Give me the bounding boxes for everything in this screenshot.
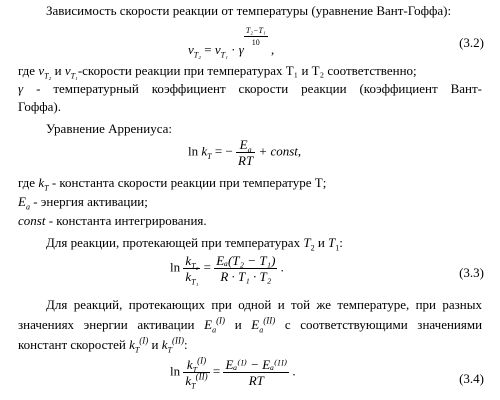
equation-3-4: ln $\frac{k_T^{(I)}}{k_T^{(II)}}$ = $\frac{\text{Eₐ⁽ᴵ⁾ − Eₐ⁽ᴵᴵ⁾}}{RT}$ . <box>170 355 296 391</box>
arrhenius-equation: $\ln k_T$ = − $\frac{E_a}{RT}$ + const, <box>188 137 302 168</box>
para-two-temperatures: Для реакции, протекающей при температурах $T_2$ и $T_1$: <box>46 235 343 253</box>
where-velocities-line: где $\nu_{T_2}$ и $\nu_{T_1}$-скорости реакции при температурах Т₁ и Т₂ соответственно; <box>18 63 417 81</box>
arrhenius-intro: Уравнение Аррениуса: <box>46 121 173 136</box>
equation-3-3: ln $\frac{k_{T_2}}{k_{T_1}}$ = $\frac{\text{Eₐ(T₂ − T₁)}}{\text{R · T₁ · T₂}}$ . <box>170 253 284 287</box>
energy-fraction: $\frac{\text{Eₐ(T₂ − T₁)}}{\text{R · T₁ · T₂}}$ <box>216 253 276 284</box>
arrhenius-fraction: $\frac{E_a}{RT}$ <box>238 137 254 168</box>
equation-3-2: $\nu_{T_2} = \nu_{T_1} \cdot \gamma$ $\frac{\text{T₂−T₁}}{10}$ , <box>188 26 275 60</box>
para-three-line1: Для реакций, протекающих при одной и той же температуре, при разных <box>46 297 482 312</box>
equation-number-3-3: (3.3) <box>459 265 484 280</box>
gamma-definition-line2: Гоффа). <box>18 99 61 114</box>
para-three-line2: значениях энергии активации $E_a^{(I)}$ и $E_a^{(II)}$ с соответствующими значениями <box>18 315 483 335</box>
ea-definition: $E_a$ - энергия активации; <box>18 194 148 212</box>
equation-number-3-2: (3.2) <box>459 35 484 50</box>
k-ratio-fraction: $\frac{k_T^{(I)}}{k_T^{(II)}}$ <box>185 355 208 391</box>
const-definition: const - константа интегрирования. <box>18 213 207 228</box>
ea-difference-fraction: $\frac{\text{Eₐ⁽ᴵ⁾ − Eₐ⁽ᴵᴵ⁾}}{RT}$ <box>225 357 288 388</box>
vant-hoff-heading: Зависимость скорости реакции от температуры (уравнение Вант-Гоффа): <box>46 3 452 18</box>
k-definition: где $k_T$ - константа скорости реакции при температуре Т; <box>18 175 327 193</box>
exponent-fraction: $\frac{\text{T₂−T₁}}{10}$ <box>245 26 266 47</box>
ratio-fraction: $\frac{k_{T_2}}{k_{T_1}}$ <box>185 253 199 287</box>
gamma-definition-line1: γ - температурный коэффициент скорости реакции (коэффициент Вант- <box>18 81 483 96</box>
para-three-line3: констант скоростей $k_T^{(I)}$ и $k_T^{(II)}$: <box>18 335 188 355</box>
equation-number-3-4: (3.4) <box>459 371 484 386</box>
